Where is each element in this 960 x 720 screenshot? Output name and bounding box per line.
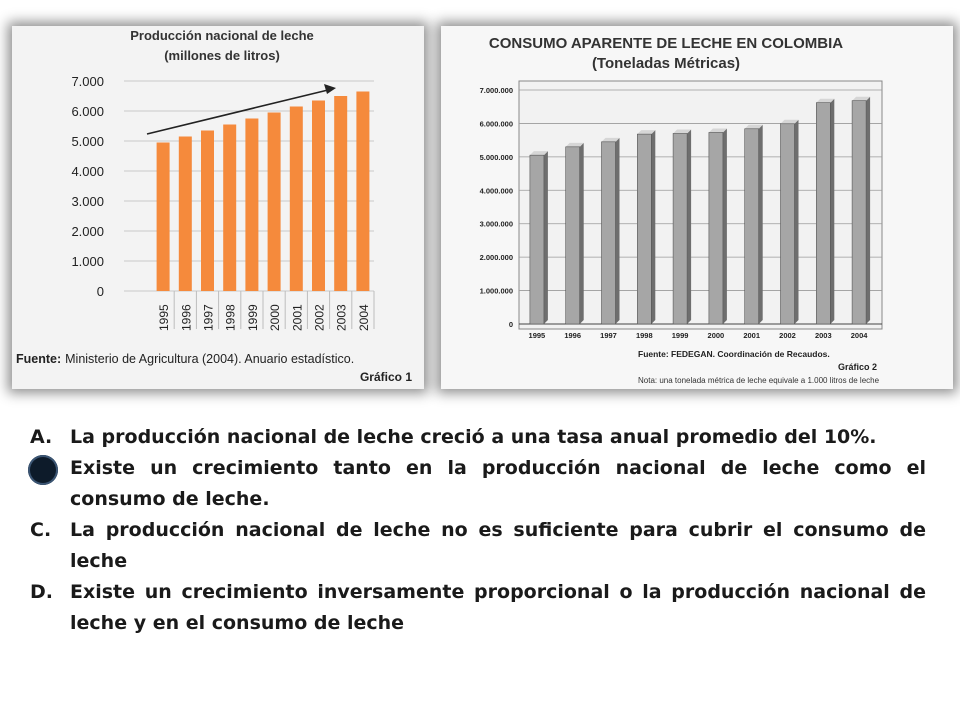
chart2-x-tick-label: 1997 [600,331,617,340]
chart1-bar [268,113,281,292]
chart1-y-tick-label: 6.000 [71,104,104,119]
chart1-bar [157,143,170,292]
chart2-y-tick-label: 2.000.000 [479,253,513,263]
chart2-bar [673,129,691,324]
option-b[interactable] [30,453,926,515]
chart1-title: Producción nacional de leche [130,28,314,43]
chart2-y-tick-label: 4.000.000 [479,186,513,196]
chart1-x-tick-label: 2002 [312,304,327,331]
chart2-y-tick-label: 6.000.000 [479,119,513,129]
chart2-y-tick-label: 0 [508,320,513,329]
chart2-title: CONSUMO APARENTE DE LECHE EN COLOMBIA [488,35,844,52]
chart2-bar [566,143,584,324]
chart2-bar [602,138,620,324]
chart1-source-label: Fuente: [16,352,62,366]
chart1-caption: Gráfico 1 [359,370,412,384]
chart1-bar [201,131,214,292]
chart1-x-tick-label: 2003 [334,304,349,331]
chart1-x-tick-label: 1998 [223,304,238,331]
chart2-y-tick-label: 3.000.000 [479,219,513,229]
chart1-x-tick-label: 2001 [290,304,305,331]
chart2-bar [637,130,655,324]
chart2-bar [816,99,834,324]
chart1-y-tick-label: 3.000 [71,194,104,209]
chart1-y-tick-label: 7.000 [71,74,104,89]
chart2-y-tick-label: 1.000.000 [479,286,513,296]
option-a[interactable] [30,422,926,453]
chart2-x-tick-label: 1996 [564,331,582,340]
consumption-chart [441,26,953,389]
chart1-x-tick-label: 1999 [245,304,260,331]
chart2-x-tick-label: 2004 [850,331,868,340]
chart1-y-tick-label: 5.000 [71,134,104,149]
chart2-bar [709,128,727,324]
option-d-letter: D. [30,581,53,603]
trend-arrow [147,84,336,134]
chart2-note: Nota: una tonelada métrica de leche equivale a 1.000 litros de leche [638,376,880,385]
option-d[interactable] [30,577,926,639]
chart1-x-tick-label: 2004 [356,304,371,331]
chart2-x-tick-label: 2003 [814,331,832,340]
chart1-bar [312,101,325,292]
chart2-x-tick-label: 2001 [743,331,761,340]
chart1-bar [245,119,258,292]
chart1-y-tick-label: 2.000 [71,224,104,239]
chart2-bar [530,151,548,324]
chart2-subtitle: (Toneladas Métricas) [591,55,741,72]
chart1-y-tick-label: 0 [96,284,104,299]
option-a-letter: A. [30,426,53,448]
option-c[interactable] [30,515,926,577]
chart1-x-tick-label: 2000 [268,304,283,331]
chart1-bar [223,125,236,292]
chart-card-production [12,26,424,389]
chart1-subtitle: (millones de litros) [164,48,280,63]
svg-text:Fuente:Ministerio de Agricultu [16,352,354,366]
chart1-bar [334,96,347,291]
chart2-x-tick-label: 2000 [707,331,725,340]
chart1-source: Ministerio de Agricultura (2004). Anuario estadístico. [65,352,355,366]
chart2-y-tick-label: 5.000.000 [479,152,513,162]
option-d-text: Existe un crecimiento inversamente proporcional o la producción nacional de leche y en el consumo de leche [70,581,926,634]
chart1-bar [179,137,192,292]
chart2-caption: Gráfico 2 [838,362,878,372]
selected-answer-marker-icon [28,455,58,485]
answer-options [30,422,926,639]
chart2-source: Fuente: FEDEGAN. Coordinación de Recaudos. [638,349,830,359]
chart2-x-tick-label: 2002 [779,331,796,340]
chart1-x-tick-label: 1997 [201,304,216,331]
chart2-x-tick-label: 1995 [528,331,546,340]
chart2-y-tick-label: 7.000.000 [479,86,513,95]
chart2-bar [745,125,763,324]
option-a-text: La producción nacional de leche creció a una tasa anual promedio del 10%. [70,426,877,448]
chart1-x-tick-label: 1996 [179,304,194,331]
option-c-text: La producción nacional de leche no es suficiente para cubrir el consumo de leche [70,519,926,572]
chart1-y-tick-label: 1.000 [71,254,104,269]
chart1-bar [290,107,303,292]
chart2-bar [852,97,870,324]
chart-card-consumption [441,26,953,389]
trend-arrow-head [324,84,336,94]
chart2-x-tick-label: 1998 [635,331,653,340]
chart1-x-tick-label: 1995 [157,304,172,331]
chart1-y-tick-label: 4.000 [71,164,104,179]
chart2-bar [781,120,799,324]
production-chart [12,26,424,389]
chart1-bar [356,92,369,292]
chart2-x-tick-label: 1999 [671,331,689,340]
option-b-text: Existe un crecimiento tanto en la producción nacional de leche como el consumo de leche. [70,457,926,510]
option-c-letter: C. [30,519,52,541]
